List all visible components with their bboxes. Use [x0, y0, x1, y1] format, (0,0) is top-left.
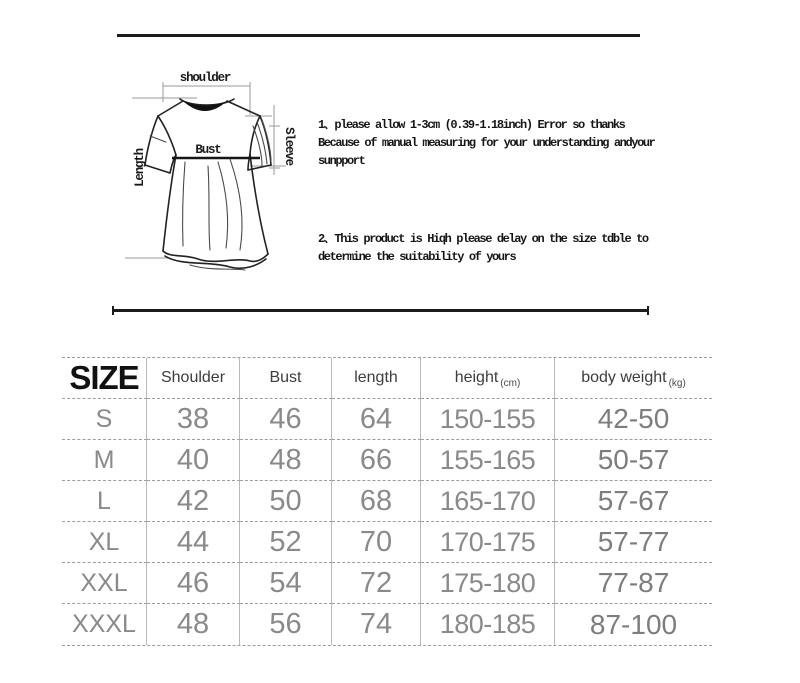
row-s-height: 150-155 — [421, 399, 555, 440]
header-weight-text: body weight — [581, 369, 667, 386]
shoulder-label: shoulder — [179, 71, 231, 85]
size-table — [62, 357, 712, 646]
row-m-size: M — [62, 440, 147, 481]
row-xxl-length: 72 — [332, 563, 421, 604]
note-1-line-3: sunpport — [318, 154, 365, 168]
row-xxxl-size: XXXL — [62, 604, 147, 645]
row-xl-size: XL — [62, 522, 147, 563]
row-m-shoulder: 40 — [147, 440, 240, 481]
collar-shape — [183, 101, 227, 111]
row-l-bust: 50 — [240, 481, 332, 522]
row-s-size: S — [62, 399, 147, 440]
note-2 — [318, 230, 648, 266]
note-2-line-1: 2、This product is Hiqh please delay on the size tdble to — [318, 232, 648, 246]
row-l-size: L — [62, 481, 147, 522]
length-label: Length — [133, 149, 147, 187]
header-height — [421, 358, 555, 399]
row-s-weight: 42-50 — [555, 399, 712, 440]
row-m-height: 155-165 — [421, 440, 555, 481]
row-xxxl-length: 74 — [332, 604, 421, 645]
row-xl-length: 70 — [332, 522, 421, 563]
row-xxl-height: 175-180 — [421, 563, 555, 604]
row-l-length: 68 — [332, 481, 421, 522]
row-l-shoulder: 42 — [147, 481, 240, 522]
row-xxxl-bust: 56 — [240, 604, 332, 645]
row-s-length: 64 — [332, 399, 421, 440]
middle-divider-line — [112, 309, 649, 312]
header-height-text: height — [454, 369, 499, 386]
header-shoulder: Shoulder — [147, 358, 240, 399]
header-height-unit: (cm) — [500, 377, 521, 389]
row-xxxl-weight: 87-100 — [589, 608, 678, 640]
row-l-weight: 57-67 — [555, 481, 712, 522]
tshirt-diagram — [90, 58, 320, 298]
row-xl-shoulder: 44 — [147, 522, 240, 563]
note-2-line-2: determine the suitability of yours — [318, 250, 516, 264]
row-xxl-weight: 77-87 — [555, 563, 712, 604]
header-bust: Bust — [240, 358, 332, 399]
row-m-bust: 48 — [240, 440, 332, 481]
row-s-bust: 46 — [240, 399, 332, 440]
row-xxl-bust: 54 — [240, 563, 332, 604]
top-divider-line — [117, 34, 640, 37]
row-m-length: 66 — [332, 440, 421, 481]
row-xxxl-height: 180-185 — [421, 604, 555, 645]
row-xl-bust: 52 — [240, 522, 332, 563]
header-length: length — [332, 358, 421, 399]
header-size: SIZE — [62, 358, 147, 399]
note-1-line-1: 1、please allow 1-3cm (0.39-1.18inch) Error so thanks — [318, 118, 625, 132]
row-xl-height: 170-175 — [421, 522, 555, 563]
row-m-weight: 50-57 — [555, 440, 712, 481]
tshirt-outline — [145, 99, 271, 268]
row-s-shoulder: 38 — [147, 399, 240, 440]
row-xxxl-shoulder: 48 — [147, 604, 240, 645]
row-xxl-shoulder: 46 — [147, 563, 240, 604]
row-l-height: 165-170 — [421, 481, 555, 522]
row-xl-weight: 57-77 — [555, 522, 712, 563]
note-1-line-2: Because of manual measuring for your understanding andyour — [318, 136, 655, 150]
header-weight-unit: (kg) — [668, 377, 686, 389]
bust-label: Bust — [195, 143, 221, 157]
header-body-weight — [555, 358, 712, 399]
row-xxl-size: XXL — [62, 563, 147, 604]
sleeve-label: Sleeve — [282, 127, 296, 165]
note-1 — [318, 116, 654, 170]
